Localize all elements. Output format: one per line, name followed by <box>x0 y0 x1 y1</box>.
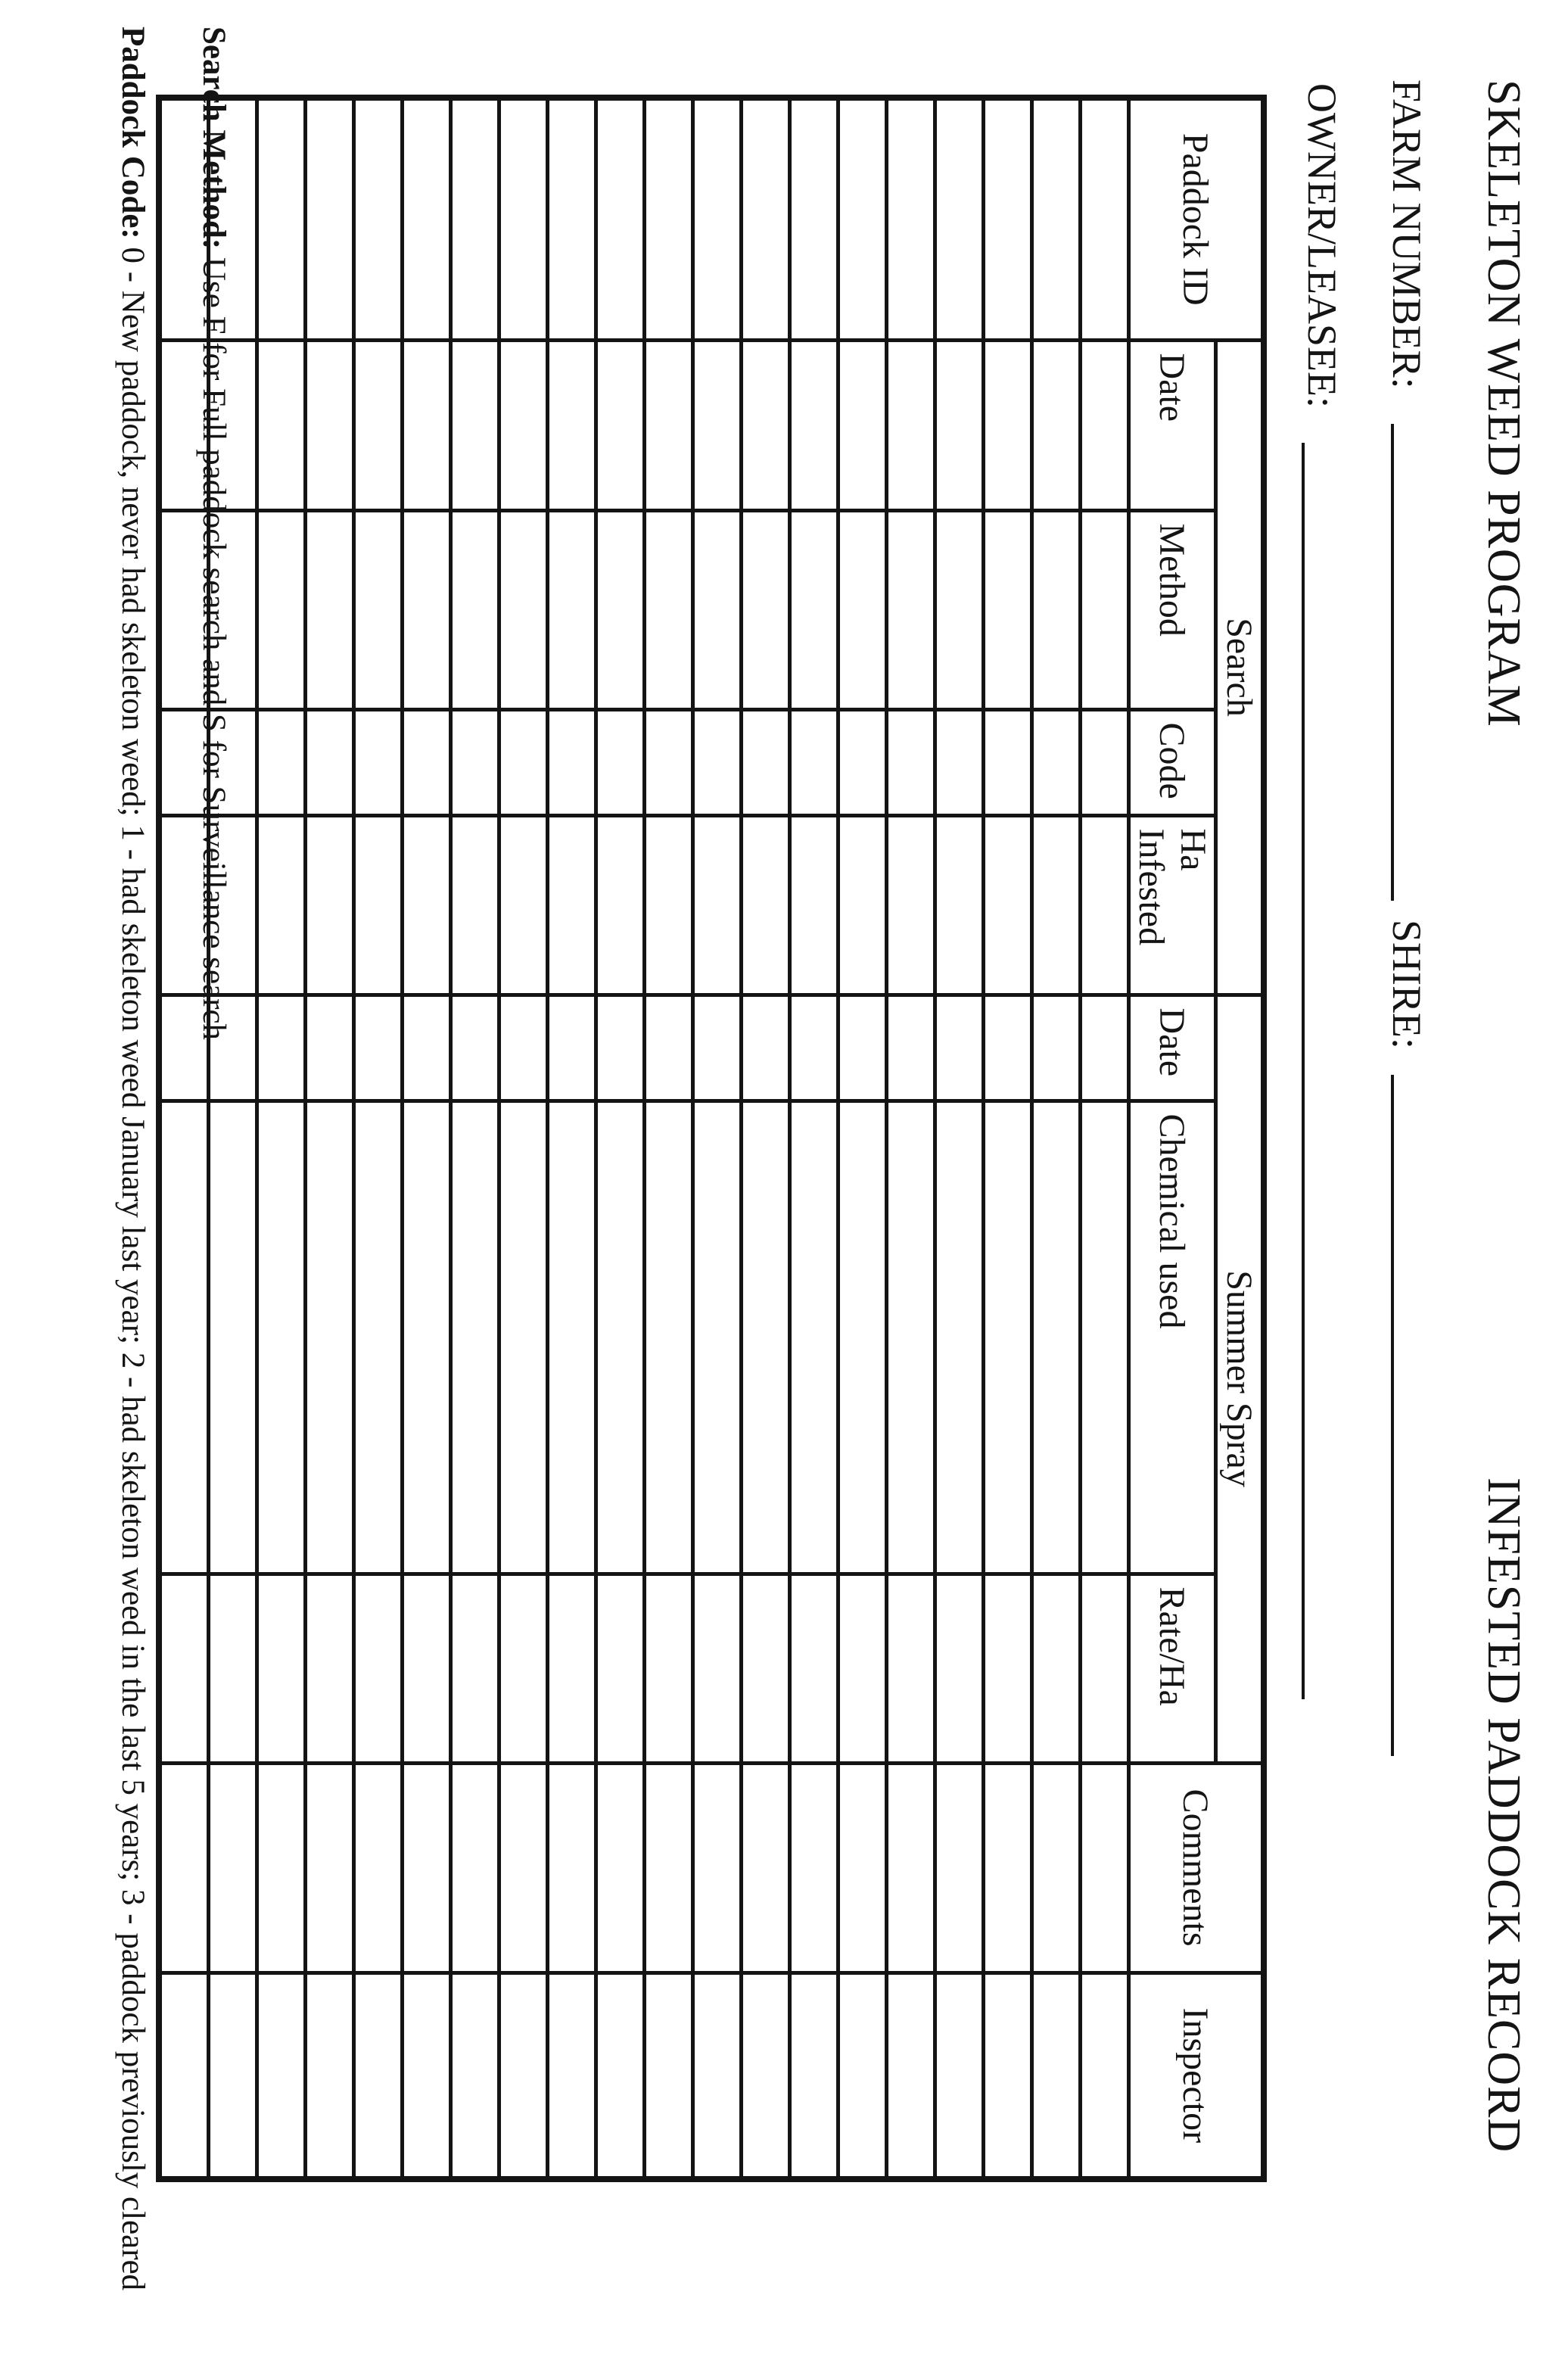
empty-cell <box>354 1574 403 1763</box>
empty-cell <box>403 815 451 995</box>
empty-cell <box>984 815 1032 995</box>
table-row <box>548 98 596 2179</box>
paddock-code-note-text: 0 - New paddock, never had skeleton weed; 1 - had skeleton weed January last year; 2 - had skeleton weed in the last 5 years; 3 - paddock previously cleared <box>115 247 151 2291</box>
empty-cell <box>596 1763 645 1972</box>
empty-cell <box>354 1101 403 1574</box>
empty-cell <box>1081 1101 1129 1574</box>
empty-cell <box>887 510 935 709</box>
empty-cell <box>790 815 838 995</box>
empty-cell <box>1032 340 1081 510</box>
empty-cell <box>645 1574 693 1763</box>
col-header-code: Code <box>1129 709 1216 815</box>
empty-cell <box>1032 1763 1081 1972</box>
empty-cell <box>790 1101 838 1574</box>
empty-cell <box>596 815 645 995</box>
empty-cell <box>257 709 306 815</box>
empty-cell <box>403 995 451 1101</box>
empty-cell <box>1081 510 1129 709</box>
table-body <box>159 98 1129 2179</box>
empty-cell <box>451 815 499 995</box>
empty-cell <box>596 510 645 709</box>
empty-cell <box>596 995 645 1101</box>
empty-cell <box>887 815 935 995</box>
empty-cell <box>499 98 548 340</box>
empty-cell <box>693 995 742 1101</box>
empty-cell <box>548 510 596 709</box>
empty-cell <box>1032 98 1081 340</box>
empty-cell <box>306 510 354 709</box>
empty-cell <box>838 1101 887 1574</box>
empty-cell <box>887 340 935 510</box>
empty-cell <box>257 1101 306 1574</box>
empty-cell <box>887 709 935 815</box>
empty-cell <box>548 98 596 340</box>
col-header-search-date: Date <box>1129 340 1216 510</box>
table-row <box>693 98 742 2179</box>
col-header-spray-date: Date <box>1129 995 1216 1101</box>
empty-cell <box>499 1574 548 1763</box>
empty-cell <box>935 510 984 709</box>
empty-cell <box>984 995 1032 1101</box>
empty-cell <box>935 815 984 995</box>
table-row <box>257 98 306 2179</box>
empty-cell <box>645 815 693 995</box>
empty-cell <box>403 340 451 510</box>
form-title-record: INFESTED PADDOCK RECORD <box>1478 1477 1529 2153</box>
empty-cell <box>790 510 838 709</box>
empty-cell <box>451 1972 499 2179</box>
empty-cell <box>257 995 306 1101</box>
empty-cell <box>159 1101 209 1574</box>
empty-cell <box>887 995 935 1101</box>
empty-cell <box>984 510 1032 709</box>
col-header-method: Method <box>1129 510 1216 709</box>
empty-cell <box>548 1763 596 1972</box>
empty-cell <box>984 709 1032 815</box>
empty-cell <box>1081 995 1129 1101</box>
empty-cell <box>742 995 790 1101</box>
empty-cell <box>693 1101 742 1574</box>
search-method-note-label: Search Method: <box>196 26 232 250</box>
empty-cell <box>742 1972 790 2179</box>
empty-cell <box>984 1763 1032 1972</box>
empty-cell <box>935 1101 984 1574</box>
empty-cell <box>403 98 451 340</box>
empty-cell <box>887 1101 935 1574</box>
table-row <box>403 98 451 2179</box>
empty-cell <box>693 340 742 510</box>
farm-number-label: FARM NUMBER: <box>1384 79 1430 389</box>
empty-cell <box>693 815 742 995</box>
empty-cell <box>306 98 354 340</box>
paddock-record-table <box>156 95 1267 2182</box>
empty-cell <box>306 1101 354 1574</box>
empty-cell <box>596 709 645 815</box>
col-header-ha-infested: Ha Infested <box>1129 815 1216 995</box>
empty-cell <box>1081 1972 1129 2179</box>
empty-cell <box>354 1763 403 1972</box>
empty-cell <box>1032 815 1081 995</box>
empty-cell <box>1081 815 1129 995</box>
empty-cell <box>306 995 354 1101</box>
empty-cell <box>451 709 499 815</box>
empty-cell <box>693 98 742 340</box>
group-header-row <box>1216 98 1265 2179</box>
group-header-summer-spray: Summer Spray <box>1216 995 1265 1763</box>
empty-cell <box>499 1101 548 1574</box>
empty-cell <box>935 340 984 510</box>
empty-cell <box>645 510 693 709</box>
empty-cell <box>838 995 887 1101</box>
empty-cell <box>499 340 548 510</box>
empty-cell <box>403 1574 451 1763</box>
empty-cell <box>1081 340 1129 510</box>
empty-cell <box>935 98 984 340</box>
empty-cell <box>645 1763 693 1972</box>
empty-cell <box>596 340 645 510</box>
empty-cell <box>838 340 887 510</box>
empty-cell <box>1081 1763 1129 1972</box>
empty-cell <box>838 98 887 340</box>
empty-cell <box>742 1574 790 1763</box>
empty-cell <box>693 1972 742 2179</box>
table-row <box>790 98 838 2179</box>
empty-cell <box>209 1763 257 1972</box>
empty-cell <box>499 709 548 815</box>
empty-cell <box>257 1763 306 1972</box>
table-row <box>984 98 1032 2179</box>
empty-cell <box>742 340 790 510</box>
empty-cell <box>984 340 1032 510</box>
empty-cell <box>1081 98 1129 340</box>
table-row <box>499 98 548 2179</box>
empty-cell <box>887 1763 935 1972</box>
empty-cell <box>984 1101 1032 1574</box>
empty-cell <box>159 1972 209 2179</box>
table-row <box>306 98 354 2179</box>
empty-cell <box>209 1574 257 1763</box>
empty-cell <box>984 1972 1032 2179</box>
empty-cell <box>742 1101 790 1574</box>
empty-cell <box>645 340 693 510</box>
empty-cell <box>403 1101 451 1574</box>
empty-cell <box>645 98 693 340</box>
empty-cell <box>935 1763 984 1972</box>
empty-cell <box>306 815 354 995</box>
empty-cell <box>159 1763 209 1972</box>
empty-cell <box>887 1574 935 1763</box>
empty-cell <box>838 815 887 995</box>
empty-cell <box>790 1574 838 1763</box>
table-row <box>935 98 984 2179</box>
empty-cell <box>257 510 306 709</box>
empty-cell <box>596 98 645 340</box>
empty-cell <box>451 1101 499 1574</box>
empty-cell <box>645 1972 693 2179</box>
empty-cell <box>257 1574 306 1763</box>
empty-cell <box>693 709 742 815</box>
empty-cell <box>742 815 790 995</box>
empty-cell <box>548 1101 596 1574</box>
empty-cell <box>548 1574 596 1763</box>
col-header-paddock-id: Paddock ID <box>1129 98 1265 340</box>
empty-cell <box>935 1972 984 2179</box>
empty-cell <box>1032 1574 1081 1763</box>
empty-cell <box>451 1763 499 1972</box>
empty-cell <box>984 1574 1032 1763</box>
empty-cell <box>499 1972 548 2179</box>
paddock-code-note-label: Paddock Code: <box>115 26 151 239</box>
col-header-inspector: Inspector <box>1129 1972 1265 2179</box>
group-header-search: Search <box>1216 340 1265 995</box>
empty-cell <box>548 340 596 510</box>
empty-cell <box>257 815 306 995</box>
empty-cell <box>838 1574 887 1763</box>
empty-cell <box>209 1972 257 2179</box>
table-row <box>596 98 645 2179</box>
empty-cell <box>354 98 403 340</box>
table-row <box>887 98 935 2179</box>
empty-cell <box>306 340 354 510</box>
empty-cell <box>790 995 838 1101</box>
empty-cell <box>403 1972 451 2179</box>
empty-cell <box>354 995 403 1101</box>
empty-cell <box>403 510 451 709</box>
table-row <box>354 98 403 2179</box>
table-row <box>1032 98 1081 2179</box>
empty-cell <box>1081 709 1129 815</box>
empty-cell <box>1032 995 1081 1101</box>
empty-cell <box>693 1763 742 1972</box>
empty-cell <box>838 1972 887 2179</box>
empty-cell <box>1032 510 1081 709</box>
empty-cell <box>596 1574 645 1763</box>
empty-cell <box>935 1574 984 1763</box>
empty-cell <box>790 1763 838 1972</box>
empty-cell <box>693 1574 742 1763</box>
table-row <box>1081 98 1129 2179</box>
empty-cell <box>354 1972 403 2179</box>
empty-cell <box>306 709 354 815</box>
empty-cell <box>306 1574 354 1763</box>
table-row <box>451 98 499 2179</box>
empty-cell <box>548 995 596 1101</box>
empty-cell <box>403 709 451 815</box>
table-row <box>645 98 693 2179</box>
paddock-code-note <box>114 26 151 2290</box>
table-row <box>838 98 887 2179</box>
empty-cell <box>838 709 887 815</box>
empty-cell <box>596 1972 645 2179</box>
empty-cell <box>742 709 790 815</box>
empty-cell <box>790 98 838 340</box>
empty-cell <box>838 510 887 709</box>
search-method-note <box>195 26 232 1040</box>
empty-cell <box>645 1101 693 1574</box>
empty-cell <box>209 1101 257 1574</box>
empty-cell <box>548 1972 596 2179</box>
empty-cell <box>451 98 499 340</box>
empty-cell <box>499 995 548 1101</box>
empty-cell <box>257 1972 306 2179</box>
empty-cell <box>159 1574 209 1763</box>
empty-cell <box>790 340 838 510</box>
owner-leasee-field <box>1302 443 1305 1699</box>
empty-cell <box>548 815 596 995</box>
empty-cell <box>1032 1972 1081 2179</box>
search-method-note-text: Use F for Full paddock search and S for Surveillance search <box>196 257 232 1041</box>
empty-cell <box>838 1763 887 1972</box>
empty-cell <box>645 709 693 815</box>
empty-cell <box>499 815 548 995</box>
col-header-comments: Comments <box>1129 1763 1265 1972</box>
empty-cell <box>742 98 790 340</box>
empty-cell <box>935 995 984 1101</box>
shire-field <box>1391 1075 1394 1756</box>
empty-cell <box>354 510 403 709</box>
empty-cell <box>499 1763 548 1972</box>
empty-cell <box>499 510 548 709</box>
empty-cell <box>1032 709 1081 815</box>
empty-cell <box>1032 1101 1081 1574</box>
empty-cell <box>645 995 693 1101</box>
empty-cell <box>451 340 499 510</box>
empty-cell <box>742 1763 790 1972</box>
empty-cell <box>306 1763 354 1972</box>
empty-cell <box>935 709 984 815</box>
empty-cell <box>257 340 306 510</box>
empty-cell <box>354 815 403 995</box>
empty-cell <box>742 510 790 709</box>
empty-cell <box>790 1972 838 2179</box>
empty-cell <box>306 1972 354 2179</box>
empty-cell <box>257 98 306 340</box>
col-header-rate-ha: Rate/Ha <box>1129 1574 1216 1763</box>
empty-cell <box>403 1763 451 1972</box>
empty-cell <box>354 340 403 510</box>
empty-cell <box>596 1101 645 1574</box>
owner-leasee-label: OWNER/LEASEE: <box>1299 83 1345 408</box>
table-row <box>742 98 790 2179</box>
farm-number-field <box>1391 424 1394 901</box>
empty-cell <box>693 510 742 709</box>
empty-cell <box>451 510 499 709</box>
empty-cell <box>451 1574 499 1763</box>
empty-cell <box>451 995 499 1101</box>
empty-cell <box>887 98 935 340</box>
empty-cell <box>887 1972 935 2179</box>
col-header-chemical-used: Chemical used <box>1129 1101 1216 1574</box>
empty-cell <box>790 709 838 815</box>
empty-cell <box>548 709 596 815</box>
empty-cell <box>1081 1574 1129 1763</box>
empty-cell <box>354 709 403 815</box>
empty-cell <box>984 98 1032 340</box>
form-title-program: SKELETON WEED PROGRAM <box>1478 79 1529 727</box>
shire-label: SHIRE: <box>1384 920 1430 1050</box>
